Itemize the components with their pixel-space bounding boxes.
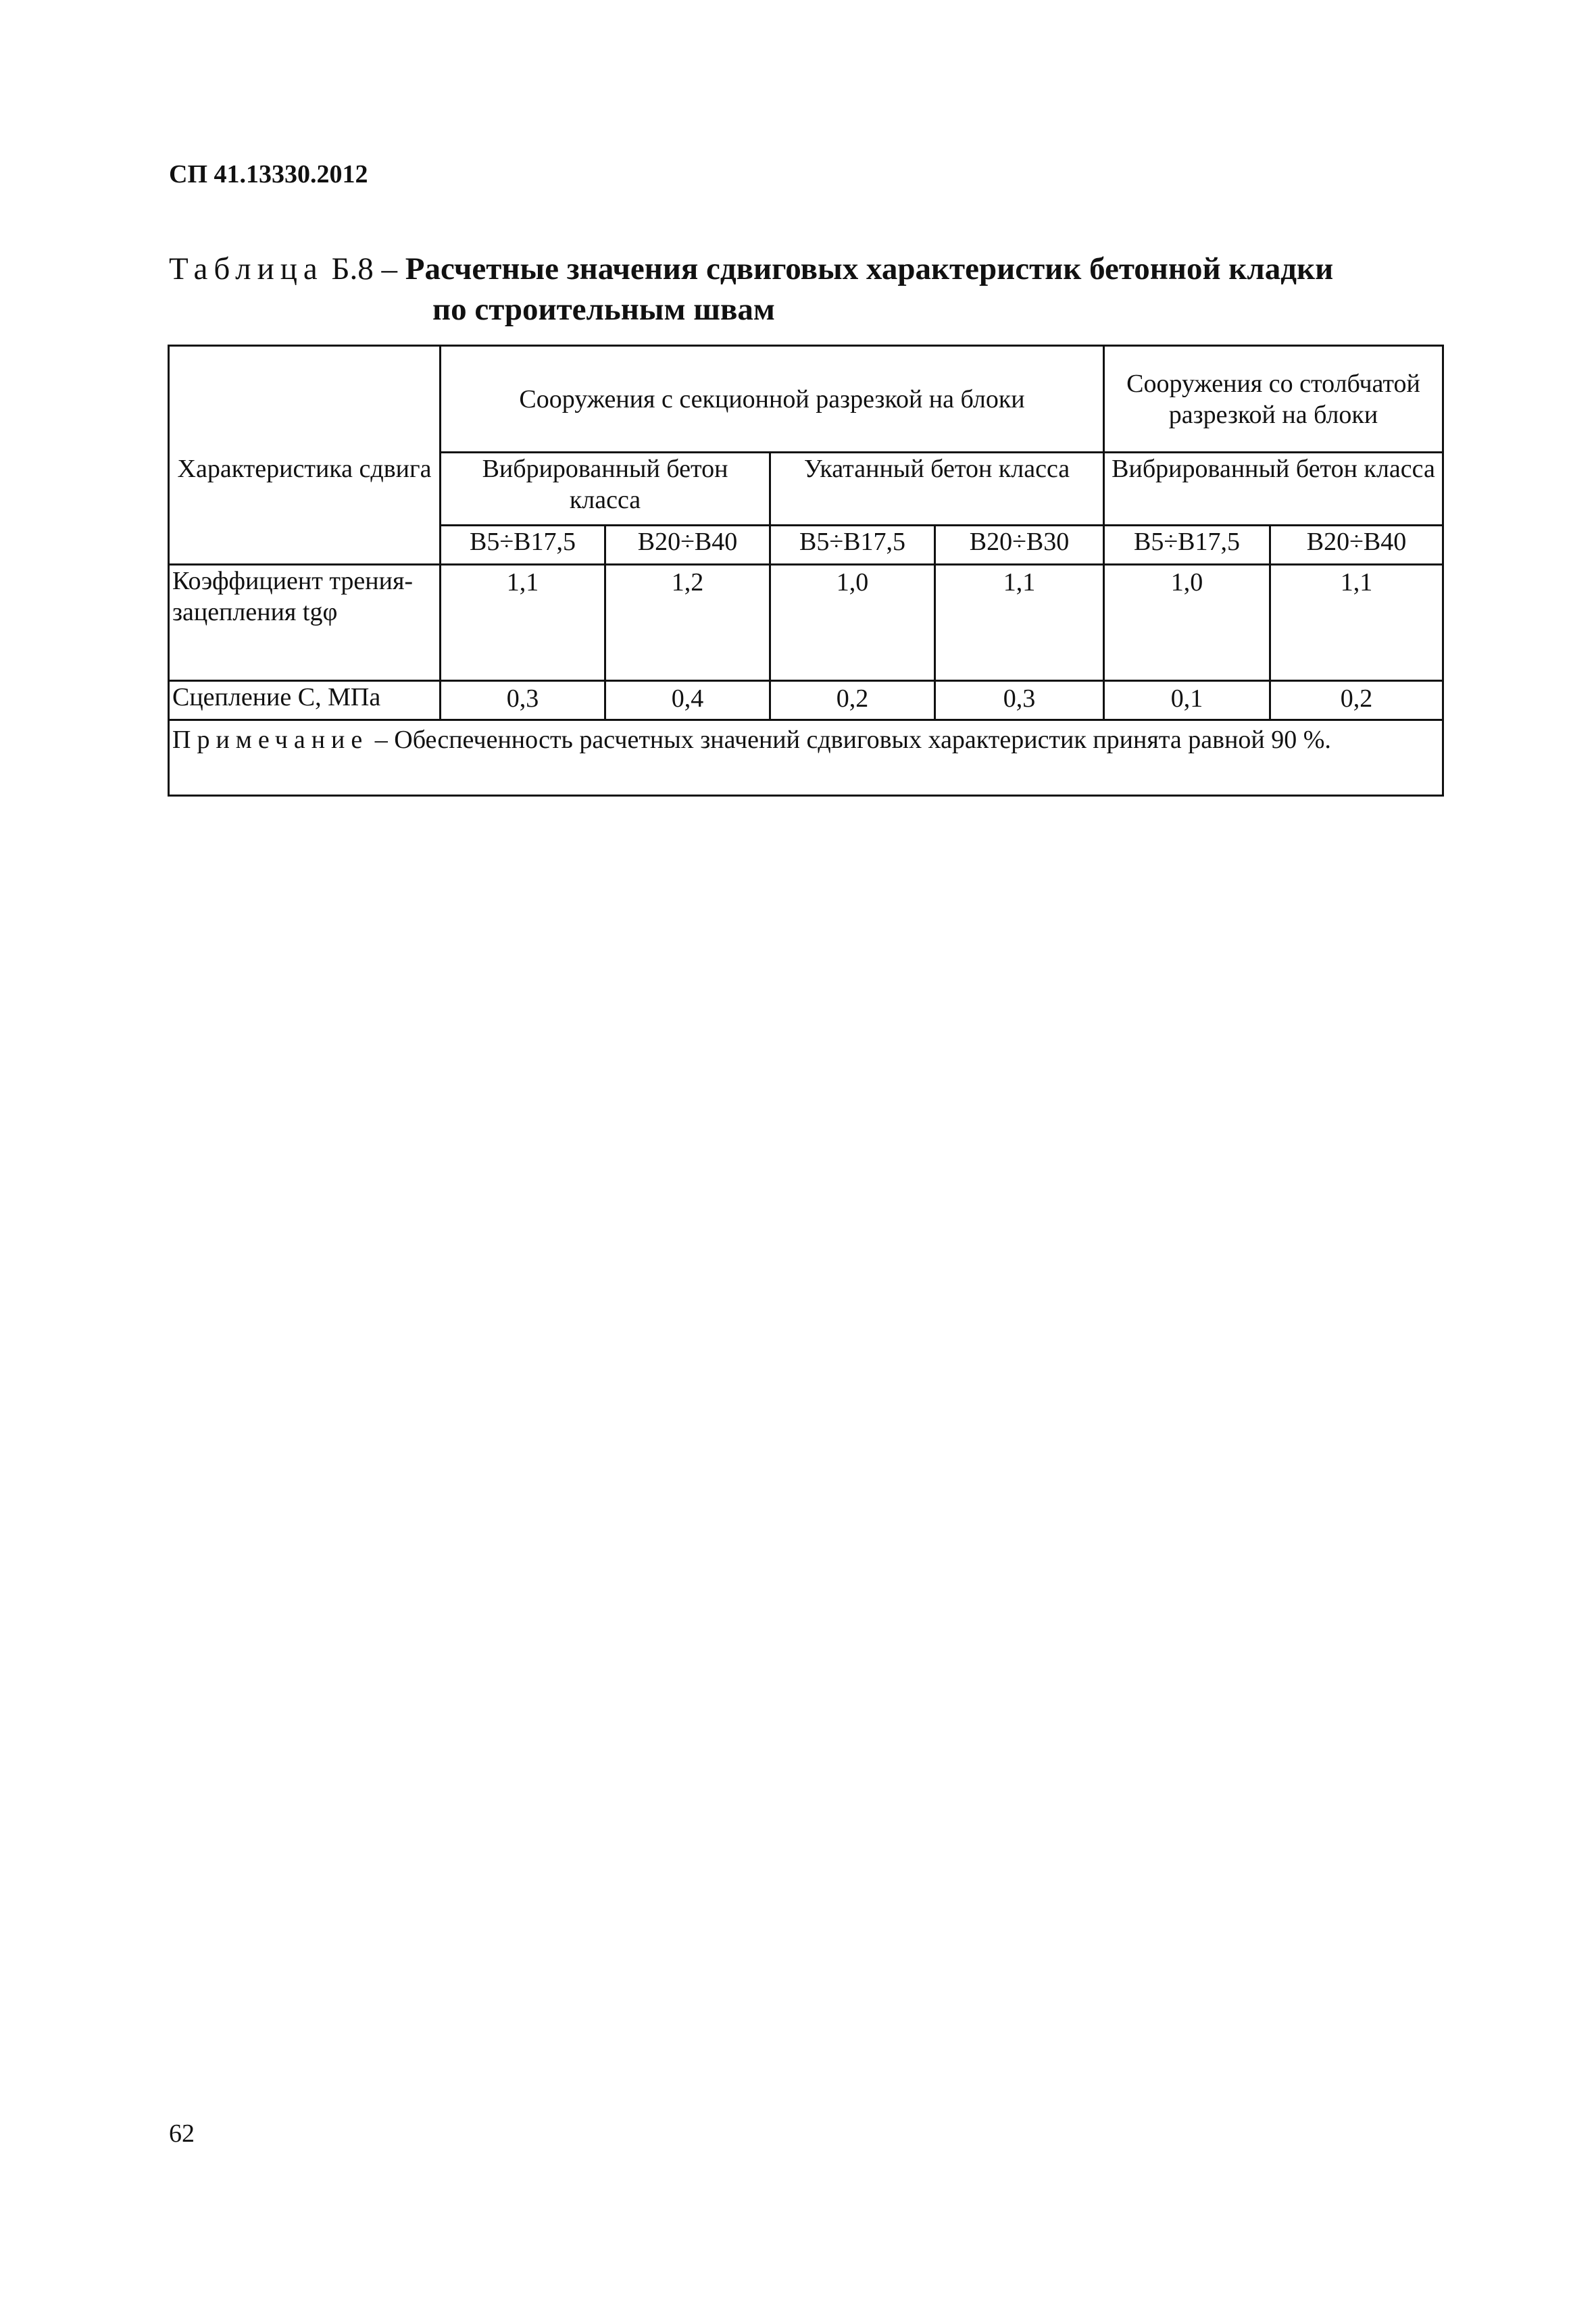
table-caption xyxy=(169,249,1439,330)
document-code: СП 41.13330.2012 xyxy=(169,160,368,188)
table-cell: 1,2 xyxy=(605,565,770,681)
header-columnar-cutting: Сооружения со столбчатой разрезкой на блоки xyxy=(1104,346,1443,453)
table-cell: 1,1 xyxy=(1270,565,1443,681)
header-vibrated-concrete-2: Вибрированный бетон класса xyxy=(1104,453,1443,526)
table-cell: 0,3 xyxy=(441,681,605,720)
table-cell: 0,1 xyxy=(1104,681,1270,720)
table-cell: 1,0 xyxy=(1104,565,1270,681)
note-text: – Обеспеченность расчетных значений сдвиговых характеристик принята равной 90 %. xyxy=(368,726,1331,754)
table-note-row xyxy=(169,720,1443,796)
table-cell: 0,2 xyxy=(770,681,935,720)
table-row-friction xyxy=(169,565,1443,681)
class-header-cell: B5÷B17,5 xyxy=(770,526,935,565)
header-rolled-concrete: Укатанный бетон класса xyxy=(770,453,1104,526)
row-label-friction-coefficient: Коэффициент трения-зацепления tgφ xyxy=(169,565,441,681)
table-cell: 1,1 xyxy=(935,565,1104,681)
table-cell: 0,2 xyxy=(1270,681,1443,720)
table-cell: 0,4 xyxy=(605,681,770,720)
table-cell: 1,0 xyxy=(770,565,935,681)
note-heading: Примечание xyxy=(172,726,369,754)
table-row-cohesion xyxy=(169,681,1443,720)
table-caption-prefix: Таблица xyxy=(169,251,324,286)
class-header-cell: B5÷B17,5 xyxy=(1104,526,1270,565)
shear-characteristics-table xyxy=(168,345,1444,797)
table-note xyxy=(169,720,1443,796)
header-row-1 xyxy=(169,346,1443,453)
class-header-cell: B20÷B40 xyxy=(605,526,770,565)
header-vibrated-concrete-1: Вибрированный бетон класса xyxy=(441,453,770,526)
table-caption-number: Б.8 – xyxy=(331,251,398,286)
class-header-cell: B20÷B30 xyxy=(935,526,1104,565)
class-header-cell: B20÷B40 xyxy=(1270,526,1443,565)
class-header-cell: B5÷B17,5 xyxy=(441,526,605,565)
table-title-line-1: Расчетные значения сдвиговых характеристик бетонной кладки xyxy=(405,251,1334,286)
table-title-line-2: по строительным швам xyxy=(432,292,775,327)
row-label-cohesion: Сцепление C, МПа xyxy=(169,681,441,720)
page-number: 62 xyxy=(169,2119,195,2148)
table-cell: 1,1 xyxy=(441,565,605,681)
header-shear-characteristic: Характеристика сдвига xyxy=(169,346,441,565)
header-sectional-cutting: Сооружения с секционной разрезкой на блоки xyxy=(441,346,1104,453)
table-cell: 0,3 xyxy=(935,681,1104,720)
